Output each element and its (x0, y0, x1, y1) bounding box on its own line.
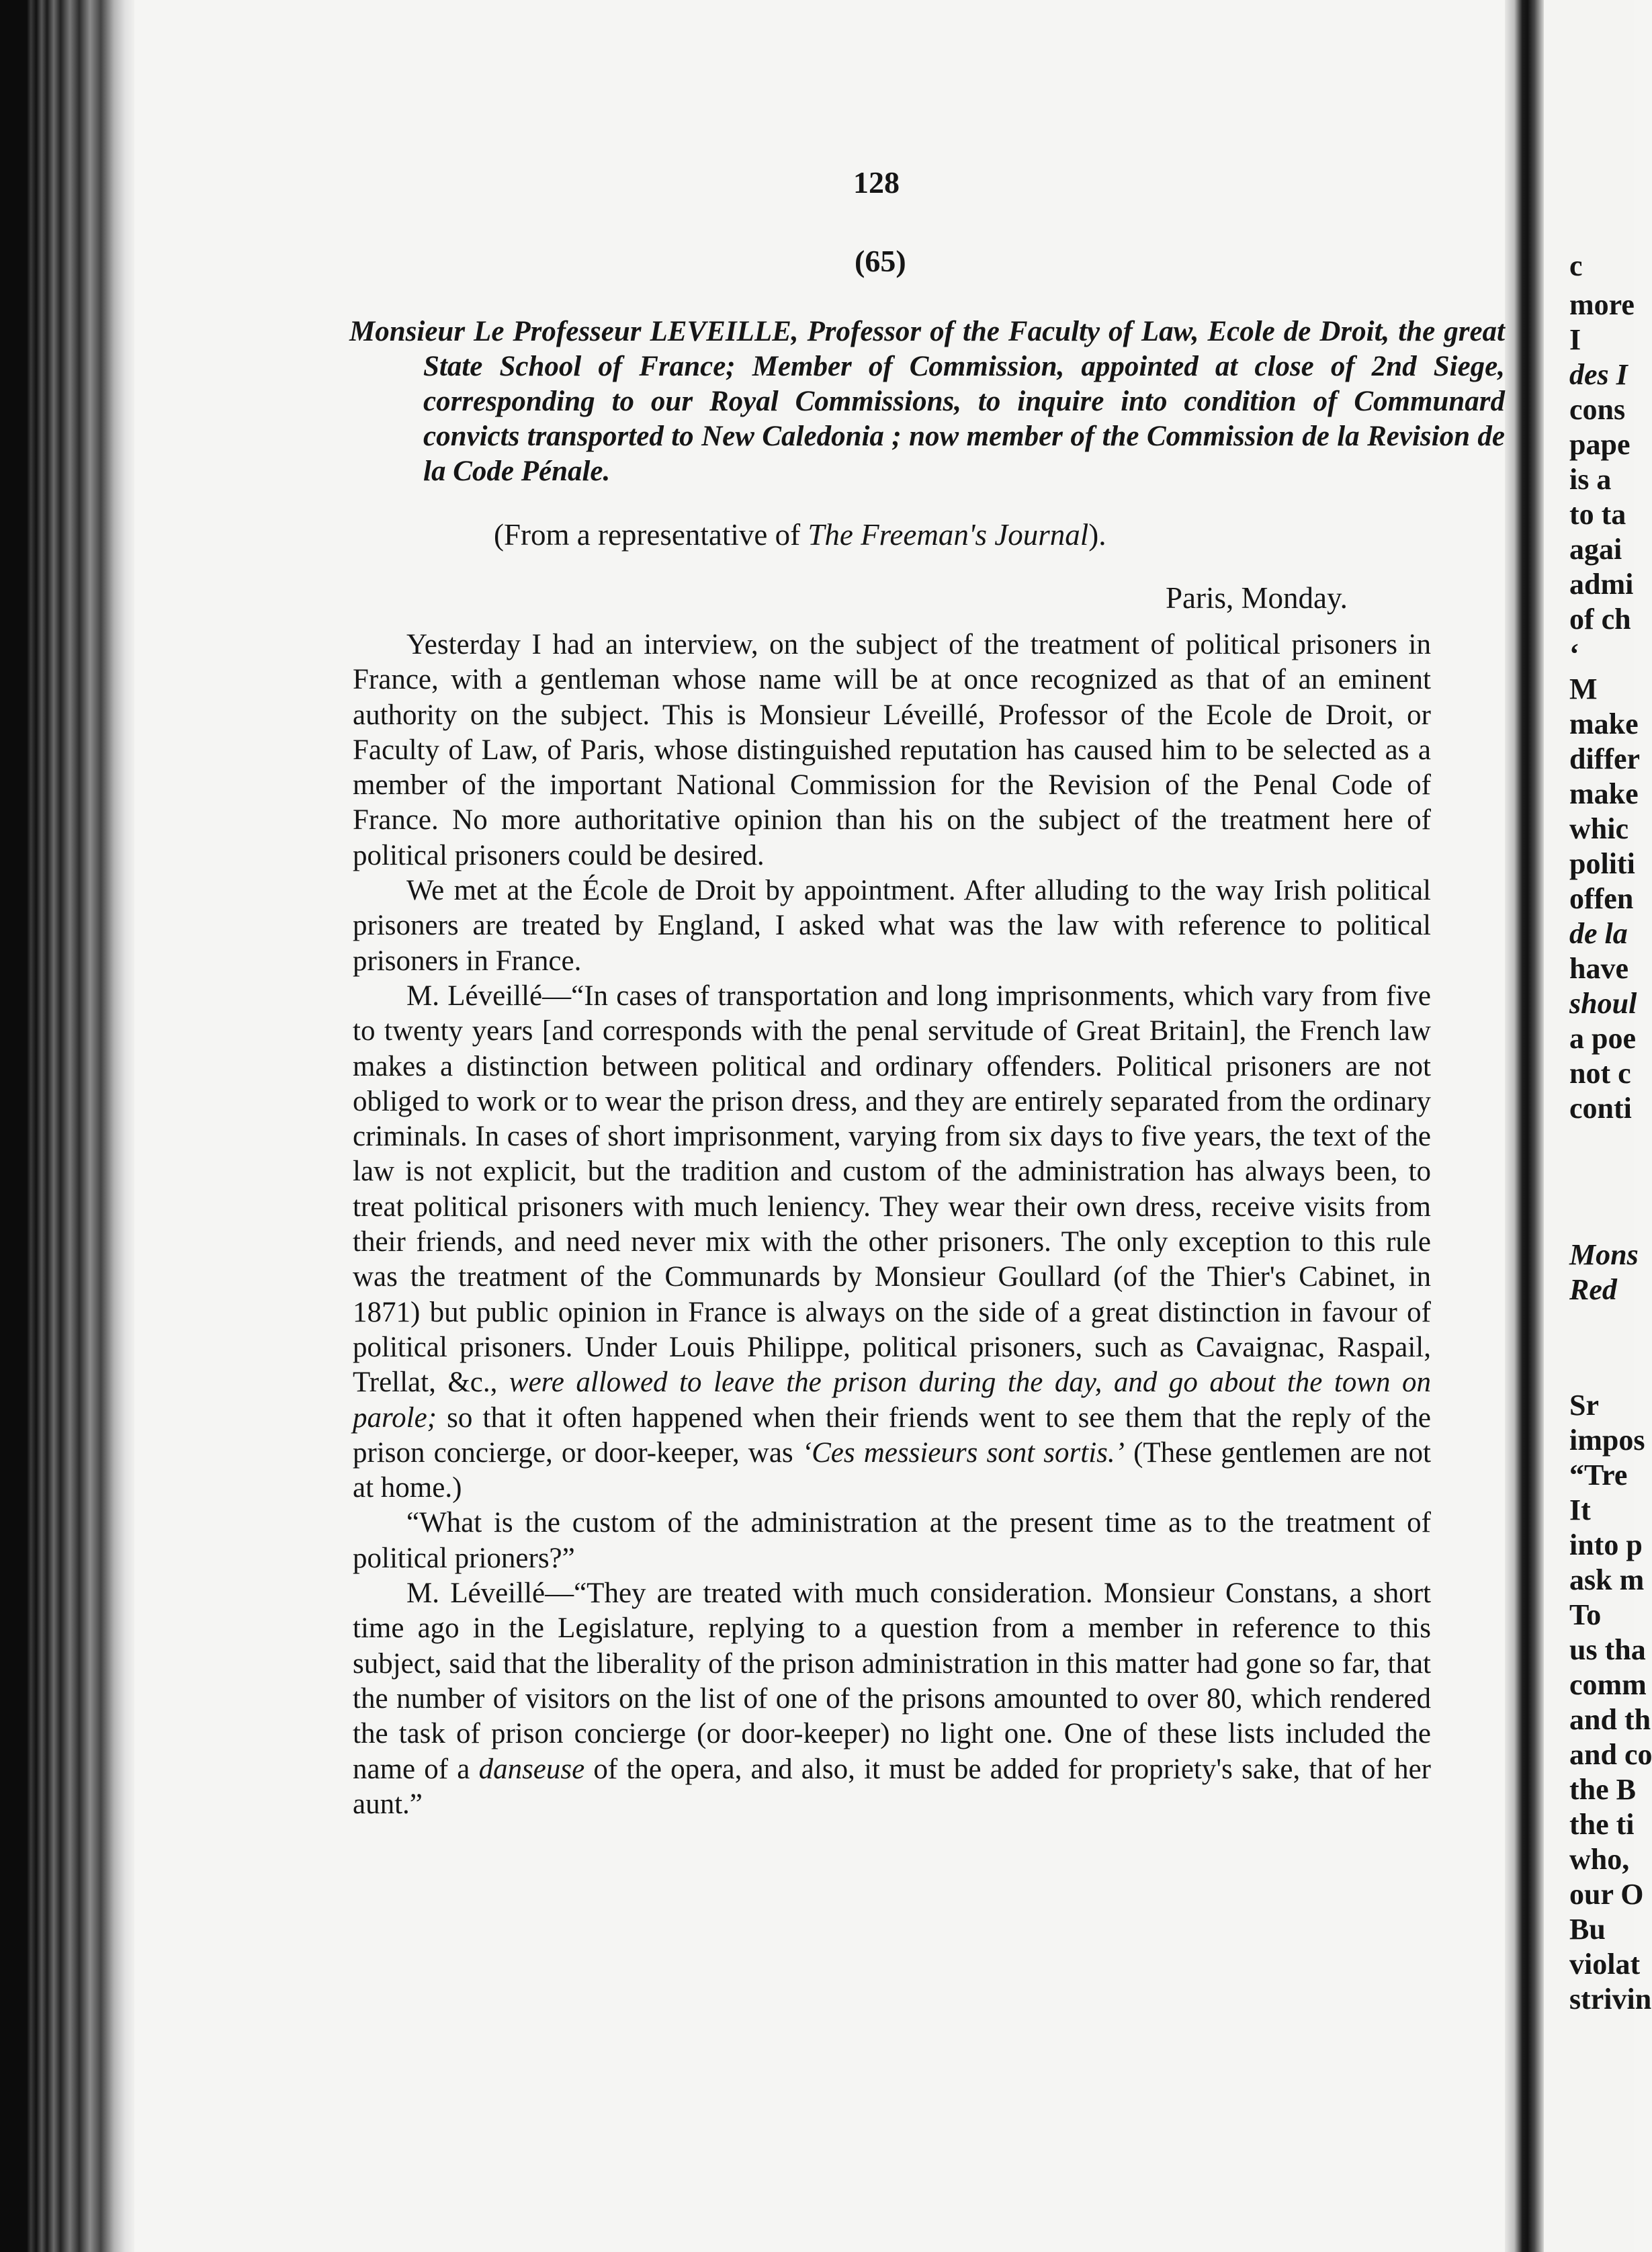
facing-page-line: pape (1569, 428, 1631, 461)
page-gutter (1505, 0, 1544, 2252)
paragraph-5: M. Léveillé—“They are treated with much consideration. Monsieur Constans, a short time ago in the Legislature, replying to a question from a member in reference to this subject, said that the liberality of the prison administration in this matter had gone so far, that the number of visitors on the list of one of the prisons amounted to over 80, which rendered the task of prison concierge (or door-keeper) no light one. One of these lists included the name of a danseuse of the opera, and also, it must be added for propriety's sake, that of her aunt.” (353, 1577, 1431, 1820)
facing-page-line: I (1569, 323, 1581, 356)
facing-page-line: differ (1569, 742, 1641, 775)
facing-page-line: our O (1569, 1878, 1644, 1911)
article-heading: Monsieur Le Professeur LEVEILLE, Professor of the Faculty of Law, Ecole de Droit, the great State School of France; Member of Commission, appointed at close of 2nd Siege, corresponding to our Royal Commissions, to inquire into condition of Communard convicts transported to New Caledonia ; now member of the Commission de la Revision de la Code Pénale. (349, 316, 1505, 487)
facing-page-line: have (1569, 952, 1628, 985)
facing-page-line: and th (1569, 1703, 1651, 1736)
paragraph-1: Yesterday I had an interview, on the subject of the treatment of political prisoners in France, with a gentleman whose name will be at once recognized as that of an eminent authority on the subject. This is Monsieur Léveillé, Professor of the Ecole de Droit, or Faculty of Law, of Paris, whose distinguished reputation has caused him to be selected as a member of the important National Commission for the Revision of the Penal Code of France. No more authoritative opinion than his on the subject of the treatment here of political prisoners could be desired. (353, 629, 1431, 871)
dateline: Paris, Monday. (1166, 581, 1348, 615)
facing-page-line: offen (1569, 882, 1634, 915)
facing-page-line: violat (1569, 1948, 1641, 1981)
facing-page-line: Sr (1569, 1389, 1599, 1422)
article-body (353, 627, 1431, 1822)
facing-page-line: make (1569, 777, 1639, 810)
facing-page-line: make (1569, 707, 1639, 740)
facing-page-line: de la (1569, 917, 1628, 950)
facing-page-line: to ta (1569, 498, 1626, 531)
facing-page-line: into p (1569, 1528, 1643, 1561)
facing-page-line: is a (1569, 463, 1612, 496)
facing-page-line: comm (1569, 1668, 1647, 1701)
facing-page-line: “Tre (1569, 1459, 1628, 1491)
facing-page-line: us tha (1569, 1633, 1646, 1666)
facing-page-line: strivin (1569, 1983, 1652, 2016)
facing-page-line: cons (1569, 393, 1626, 426)
facing-page-line: ask m (1569, 1563, 1645, 1596)
paragraph-2: We met at the École de Droit by appointment. After alluding to the way Irish political prisoners are treated by England, I asked what was the law with reference to political prisoners in France. (353, 875, 1431, 977)
facing-page-line: who, (1569, 1843, 1630, 1876)
facing-page-line: Red (1569, 1273, 1617, 1306)
facing-page-line: the B (1569, 1773, 1636, 1806)
paragraph-3: M. Léveillé—“In cases of transportation and long imprisonments, which vary from five to twenty years [and corresponds with the penal servitude of Great Britain], the French law makes a distinction between political and ordinary offenders. Political prisoners are not obliged to work or to wear the prison dress, and they are entirely separated from the ordinary criminals. In cases of short imprisonment, varying from six days to five years, the text of the law is not explicit, but the tradition and custom of the administration has always been, to treat political prisoners with much leniency. They wear their own dress, receive visits from their friends, and need never mix with the other prisoners. The only exception to this rule was the treatment of the Communards by Monsieur Goullard (of the Thier's Cabinet, in 1871) but public opinion in France is always on the side of a great distinction in favour of political prisoners. Under Louis Philippe, political prisoners, such as Cavaignac, Raspail, Trellat, &c., were allowed to leave the prison during the day, and go about the town on parole; so that it often happened when their friends went to see them that the reply of the prison concierge, or door-keeper, was ‘Ces messieurs sont sortis.’ (These gentlemen are not at home.) (353, 980, 1432, 1504)
facing-page-line: conti (1569, 1092, 1632, 1125)
facing-page-line: It (1569, 1493, 1591, 1526)
facing-page-line: c (1569, 249, 1583, 282)
facing-page-line: not c (1569, 1057, 1631, 1090)
facing-page-line: of ch (1569, 603, 1631, 636)
facing-page-line: Bu (1569, 1913, 1606, 1946)
facing-page-line: agai (1569, 533, 1622, 566)
paragraph-4: “What is the custom of the administration at the present time as to the treatment of political prioners?” (353, 1507, 1431, 1574)
journal-title: The Freeman's Journal (808, 518, 1089, 552)
facing-page-line: admi (1569, 568, 1634, 601)
page-number: 128 (853, 165, 900, 200)
source-line: (From a representative of The Freeman's Journal). (494, 518, 1106, 552)
facing-page-line: whic (1569, 812, 1628, 845)
facing-page-line: a poe (1569, 1022, 1636, 1055)
facing-page-line: and co (1569, 1738, 1652, 1771)
facing-page-line: M (1569, 673, 1598, 705)
facing-page-line: impos (1569, 1424, 1645, 1457)
facing-page-line: more (1569, 288, 1635, 321)
facing-page-line: des I (1569, 358, 1628, 391)
facing-page-line: Mons (1569, 1238, 1639, 1271)
facing-page (1544, 0, 1652, 2252)
facing-page-line: To (1569, 1598, 1602, 1631)
facing-page-line: shoul (1569, 987, 1637, 1020)
article-number: (65) (855, 244, 906, 278)
book-spine (0, 0, 134, 2252)
facing-page-line: the ti (1569, 1808, 1635, 1841)
facing-page-line: ‘ (1569, 638, 1579, 670)
facing-page-line: politi (1569, 847, 1635, 880)
